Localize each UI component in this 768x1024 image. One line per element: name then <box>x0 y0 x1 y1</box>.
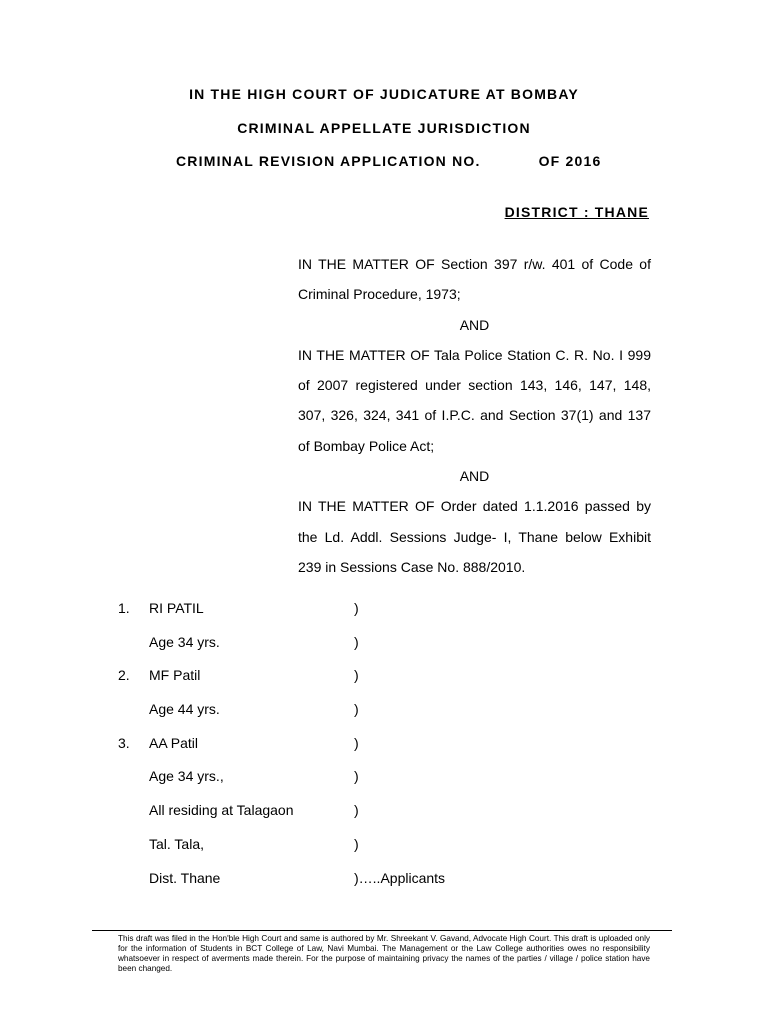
party-row <box>118 836 678 870</box>
party-text: Age 44 yrs. <box>149 701 220 718</box>
and-separator-1: AND <box>459 316 490 333</box>
party-text: AA Patil <box>149 734 199 751</box>
matter-paragraph-3: IN THE MATTER OF Order dated 1.1.2016 passed by the Ld. Addl. Sessions Judge- I, Thane below Exhibit 239 in Sessions Case No. 888/2010. <box>298 498 651 575</box>
party-text: Dist. Thane <box>149 869 221 886</box>
court-title: IN THE HIGH COURT OF JUDICATURE AT BOMBAY <box>189 86 579 102</box>
party-text: Tal. Tala, <box>149 835 204 852</box>
party-text: RI PATIL <box>149 600 204 616</box>
party-bracket: ) <box>354 667 359 684</box>
party-bracket: )…..Applicants <box>354 869 446 886</box>
party-text: Age 34 yrs., <box>149 768 224 785</box>
application-suffix: OF 2016 <box>538 153 602 169</box>
party-bracket: ) <box>354 734 359 751</box>
footnote-divider <box>92 930 672 931</box>
district-label: DISTRICT : THANE <box>504 204 649 220</box>
party-row <box>118 870 678 904</box>
footnote-text: This draft was filed in the Hon'ble High Court and same is authored by Mr. Shreekant V. Gavand, Advocate High Court. This draft is uploaded only for the information of Students in BCT College of Law, Navi Mumbai. The Management or the Law College authorities owes no responsibility whatsoever in respect of averments made therein. For the purpose of maintaining privacy the names of the parties / village / police station have been changed. <box>118 934 650 973</box>
party-row <box>118 600 678 634</box>
party-row <box>118 667 678 701</box>
party-number: 3. <box>118 734 130 751</box>
party-bracket: ) <box>354 701 359 718</box>
party-row <box>118 701 678 735</box>
party-text: Age 34 yrs. <box>149 633 220 650</box>
party-text: MF Patil <box>149 667 201 684</box>
party-number: 2. <box>118 667 130 684</box>
application-title <box>176 153 601 169</box>
matter-paragraph-1: IN THE MATTER OF Section 397 r/w. 401 of Code of Criminal Procedure, 1973; <box>298 256 651 303</box>
party-bracket: ) <box>354 802 359 819</box>
matter-block <box>298 249 651 582</box>
jurisdiction-title: CRIMINAL APPELLATE JURISDICTION <box>237 120 531 136</box>
party-text: All residing at Talagaon <box>149 802 294 819</box>
party-bracket: ) <box>354 835 359 852</box>
party-row <box>118 735 678 769</box>
party-row <box>118 768 678 802</box>
party-number: 1. <box>118 600 130 616</box>
party-bracket: ) <box>354 633 359 650</box>
application-prefix: CRIMINAL REVISION APPLICATION NO. <box>176 153 481 169</box>
party-bracket: ) <box>354 768 359 785</box>
and-separator-2: AND <box>459 468 490 485</box>
matter-paragraph-2: IN THE MATTER OF Tala Police Station C. R. No. I 999 of 2007 registered under section 143, 146, 147, 148, 307, 326, 324, 341 of I.P.C. and Section 37(1) and 137 of Bombay Police Act; <box>298 346 651 454</box>
party-row <box>118 634 678 668</box>
party-row <box>118 802 678 836</box>
applicants-list <box>118 600 678 903</box>
party-bracket: ) <box>354 600 359 616</box>
